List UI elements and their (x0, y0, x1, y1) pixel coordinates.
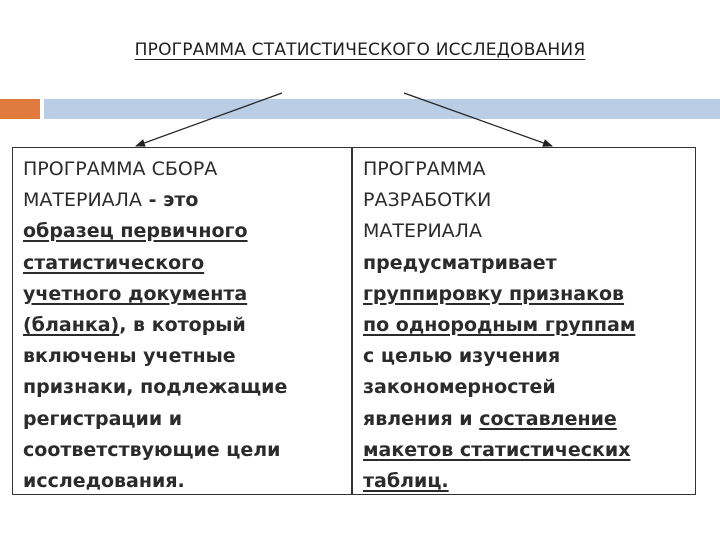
text-line: включены учетные (23, 345, 236, 368)
heading-collection-1: ПРОГРАММА СБОРА (23, 158, 218, 180)
page-title (0, 40, 720, 60)
form-term: (бланка) (23, 314, 120, 337)
heading-processing-3: МАТЕРИАЛА (363, 220, 482, 243)
connector-arrows (0, 0, 720, 160)
panel-data-collection-text (23, 154, 287, 497)
text-line: макетов статистических (363, 438, 631, 461)
text-line: признаки, подлежащие (23, 376, 288, 399)
text-line: по однородным группам (363, 314, 636, 337)
heading-collection-2: МАТЕРИАЛА (23, 189, 142, 212)
tables-term: составление (479, 407, 617, 430)
text-line: с целью изучения (363, 345, 561, 368)
panel-data-collection (12, 147, 352, 495)
text-fragment: явления и (363, 407, 480, 430)
text-fragment: , в который (119, 314, 246, 337)
heading-processing-2: РАЗРАБОТКИ (363, 189, 492, 212)
text-line: группировку признаков (363, 282, 625, 305)
text-line: соответствующие цели (23, 438, 281, 461)
dash-text: - это (141, 189, 199, 212)
text-line: учетного документа (23, 282, 248, 305)
text-line: закономерностей (363, 376, 556, 399)
accent-bar-blue (44, 99, 720, 119)
text-line: исследования. (23, 470, 185, 493)
text-line: предусматривает (363, 251, 557, 274)
text-line: регистрации и (23, 407, 183, 430)
heading-processing-1: ПРОГРАММА (363, 158, 486, 180)
text-line: таблиц. (363, 470, 449, 493)
text-line: образец первичного (23, 220, 248, 243)
panel-data-processing (352, 147, 696, 495)
page-title-text: ПРОГРАММА СТАТИСТИЧЕСКОГО ИССЛЕДОВАНИЯ (134, 40, 586, 60)
panel-data-processing-text (363, 154, 635, 497)
accent-bar-orange (0, 99, 40, 119)
text-line: статистического (23, 251, 205, 274)
